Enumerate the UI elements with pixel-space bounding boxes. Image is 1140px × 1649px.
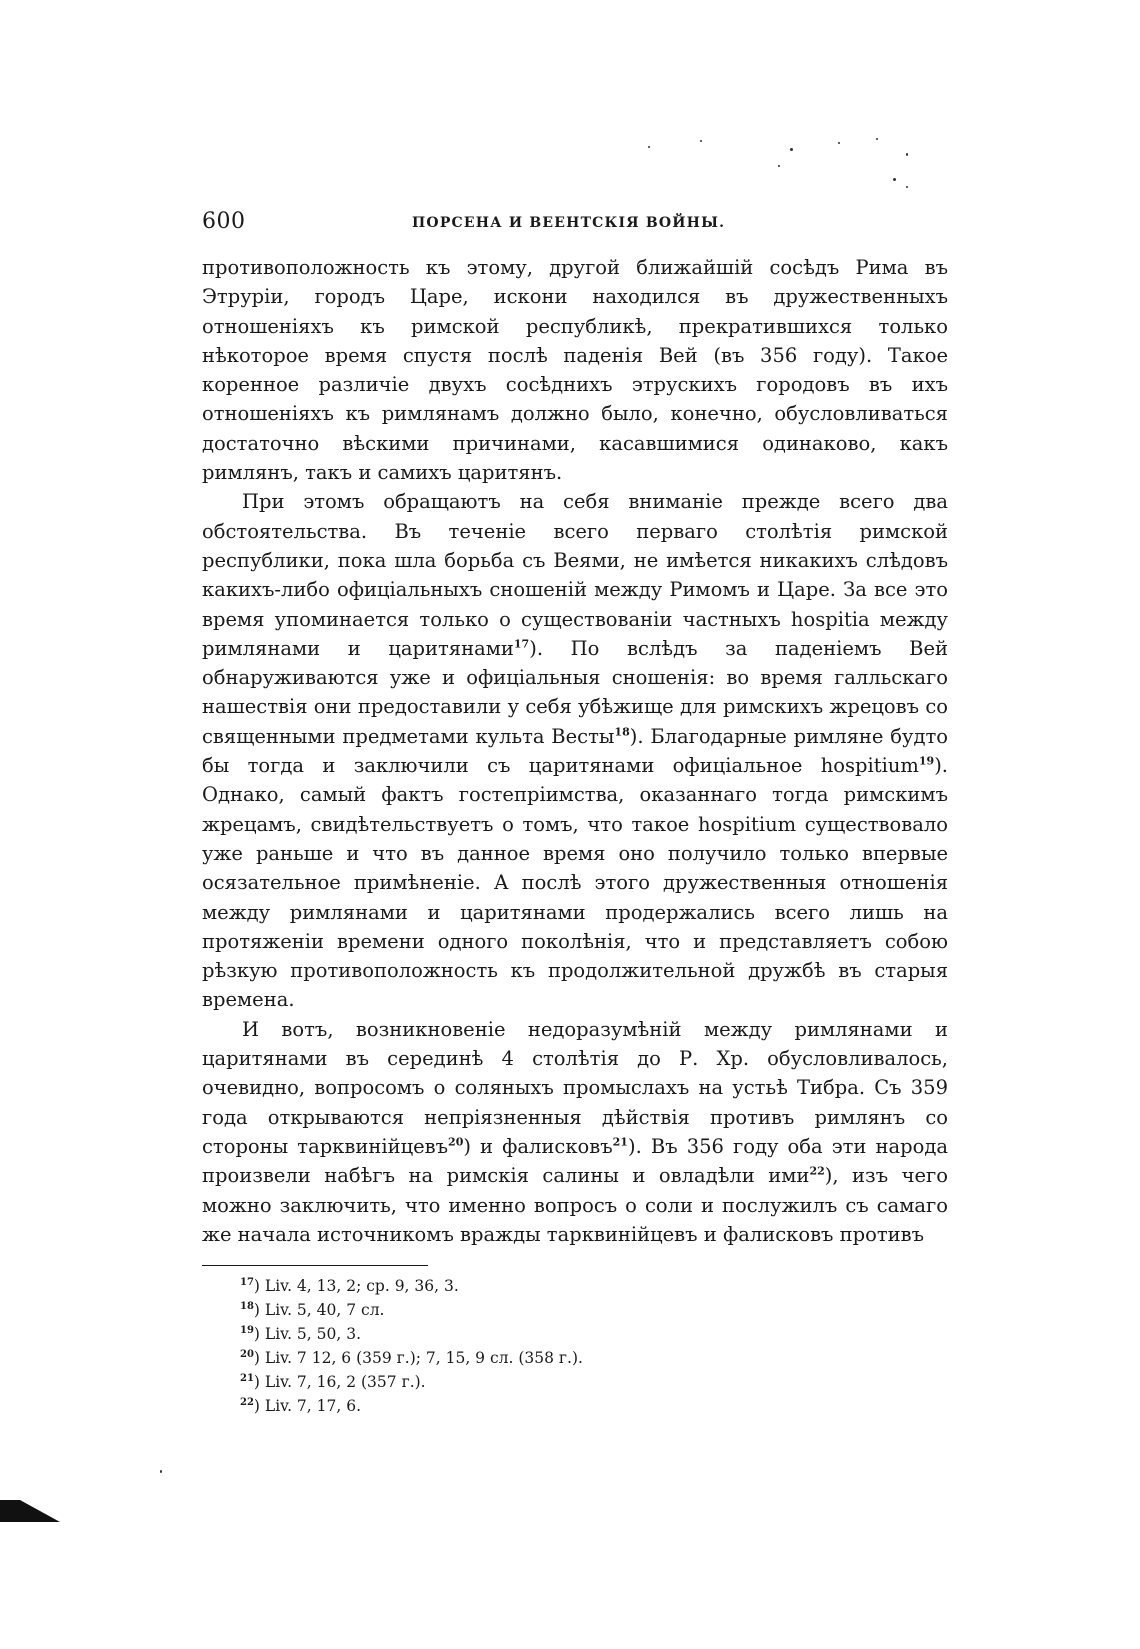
footnote: [240, 1322, 948, 1346]
text-run: ). По вслѣдъ за паденіемъ Вей обнаруживаются уже и офиціальныя сношенія: во время галльскаго нашествія они предоставили у себя убѣжище для римскихъ жрецовъ со священными предметами культа Весты: [202, 636, 948, 748]
scan-speck: [876, 138, 878, 140]
footnote-number: 17: [240, 1276, 254, 1288]
footnote-paren: ): [253, 1397, 265, 1416]
footnote-paren: ): [253, 1301, 265, 1320]
text-run: ). Однако, самый фактъ гостепріимства, оказаннаго тогда римскимъ жрецамъ, свидѣтельствуетъ о томъ, что такое hospitium существовало уже раньше и что въ данное время оно получило только впервые осязательное примѣненіе. А послѣ этого дружественныя отношенія между римлянами и царитянами продержались всего лишь на протяженіи времени одного поколѣнія, что и представляетъ собою рѣзкую противоположность къ продолжительной дружбѣ въ старыя времена.: [202, 754, 948, 1012]
scan-speck: [648, 146, 650, 148]
footnote-number: 20: [240, 1348, 254, 1360]
footnote-number: 22: [240, 1396, 254, 1408]
footnote-ref: 20: [448, 1135, 464, 1149]
footnote: [240, 1274, 948, 1298]
book-page: [202, 205, 948, 1418]
footnote-divider: [202, 1265, 428, 1266]
scan-corner-mark: [0, 1500, 20, 1522]
footnote-text: Liv. 7 12, 6 (359 г.); 7, 15, 9 сл. (358 г.).: [264, 1349, 583, 1368]
footnote-number: 21: [240, 1372, 254, 1384]
text-run: При этомъ обращаютъ на себя вниманіе прежде всего два обстоятельства. Въ теченіе всего перваго столѣтія римской республики, пока шла борьба съ Веями, не имѣется никакихъ слѣдовъ какихъ-либо офиціальныхъ сношеній между Римомъ и Царе. За все это время упоминается только о существованіи частныхъ hospitia между римлянами и царитянами: [202, 490, 948, 660]
footnote-paren: ): [253, 1277, 265, 1296]
paragraph: [202, 1015, 948, 1249]
footnote-ref: 17: [513, 637, 530, 651]
body-text: [202, 253, 948, 1249]
footnotes: [240, 1274, 948, 1418]
footnote-number: 18: [240, 1300, 254, 1312]
scan-speck: [906, 153, 908, 156]
footnote-ref: 21: [612, 1135, 628, 1149]
scan-speck: [838, 142, 840, 144]
running-title: ПОРСЕНА И ВЕЕНТСКІЯ ВОЙНЫ.: [412, 215, 726, 231]
paragraph: [202, 253, 948, 487]
text-run: ) и фалисковъ: [463, 1134, 613, 1158]
scan-corner-mark-edge: [20, 1500, 60, 1522]
footnote: [240, 1298, 948, 1322]
footnote: [240, 1394, 948, 1418]
footnote-paren: ): [253, 1373, 265, 1392]
text-run: ). Въ 356 году оба эти народа произвели набѣгъ на римскія салины и овладѣли ими: [202, 1134, 949, 1188]
scan-speck: [160, 1470, 162, 1473]
scan-speck: [893, 178, 896, 181]
scan-speck: [778, 165, 780, 167]
text-run: ), изъ чего можно заключить, что именно вопросъ о соли и послужилъ съ самаго же начала источникомъ вражды тарквинійцевъ и фалисковъ противъ: [202, 1164, 948, 1246]
footnote-ref: 22: [809, 1164, 825, 1178]
text-run: И вотъ, возникновеніе недоразумѣній между римлянами и царитянами въ серединѣ 4 столѣтія до Р. Хр. обусловливалось, очевидно, вопросомъ о соляныхъ промыслахъ на устьѣ Тибра. Съ 359 года открываются непріязненныя дѣйствія противъ римлянъ со стороны тарквинійцевъ: [202, 1017, 948, 1158]
footnote-text: Liv. 4, 13, 2; ср. 9, 36, 3.: [264, 1277, 459, 1296]
footnote-text: Liv. 5, 40, 7 сл.: [264, 1301, 385, 1320]
footnote-number: 19: [240, 1324, 254, 1336]
page-header: [202, 205, 948, 239]
footnote-ref: 19: [918, 754, 935, 768]
scan-speck: [906, 186, 908, 188]
footnote-text: Liv. 7, 17, 6.: [264, 1397, 362, 1416]
page-number: 600: [202, 209, 246, 234]
footnote-text: Liv. 5, 50, 3.: [264, 1325, 362, 1344]
footnote-ref: 18: [614, 725, 630, 739]
footnote-text: Liv. 7, 16, 2 (357 г.).: [264, 1373, 426, 1392]
text-run: ). Благодарные римляне будто бы тогда и заключили съ царитянами офиціальное hospitium: [202, 724, 949, 778]
footnote-paren: ): [253, 1325, 265, 1344]
footnote: [240, 1370, 948, 1394]
footnote: [240, 1346, 948, 1370]
scan-speck: [790, 148, 793, 151]
text-run: противоположность къ этому, другой ближайшій сосѣдъ Рима въ Этруріи, городъ Царе, искони находился въ дружественныхъ отношеніяхъ къ римской республикѣ, прекратившихся только нѣкоторое время спустя послѣ паденія Вей (въ 356 году). Такое коренное различіе двухъ сосѣднихъ этрускихъ городовъ въ ихъ отношеніяхъ къ римлянамъ должно было, конечно, обусловливаться достаточно вѣскими причинами, касавшимися одинаково, какъ римлянъ, такъ и самихъ царитянъ.: [202, 256, 948, 485]
footnote-paren: ): [253, 1349, 265, 1368]
scan-speck: [700, 140, 702, 142]
paragraph: [202, 487, 948, 1014]
